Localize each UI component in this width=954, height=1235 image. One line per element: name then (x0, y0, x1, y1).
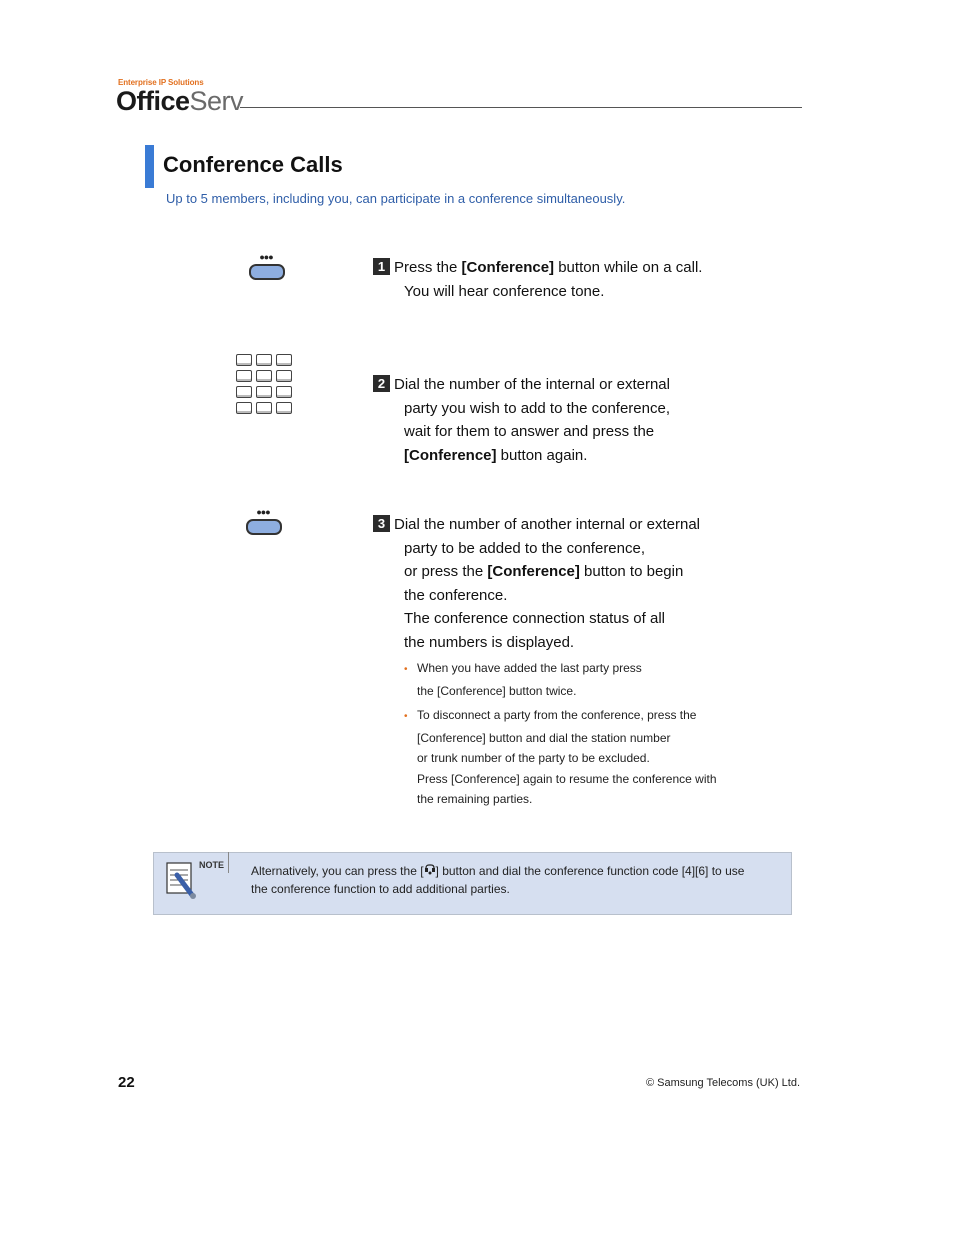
bullet-line (404, 769, 717, 790)
keypad-key (236, 402, 252, 414)
note-text-part: ] button and dial the conference function code [4][6] to use (435, 864, 745, 878)
officeserv-logo (116, 86, 243, 116)
bullet-line (404, 681, 642, 702)
bullet-text: Press [Conference] again to resume the conference with (417, 771, 717, 786)
step-number: 3 (373, 515, 390, 532)
step-2 (373, 373, 670, 467)
keypad-key (256, 370, 272, 382)
bullet-line (404, 789, 717, 810)
note-divider (228, 852, 229, 873)
step-line (373, 607, 700, 631)
step-1 (373, 256, 702, 303)
step-text: Press the (394, 259, 462, 276)
step-text-bold: [Conference] (487, 563, 580, 580)
brand-tagline: Enterprise IP Solutions (118, 78, 204, 87)
keypad-key (236, 386, 252, 398)
step-line (373, 444, 670, 468)
conference-function-icon (424, 863, 436, 875)
title-accent-bar (145, 145, 154, 188)
bullet-text: the remaining parties. (417, 792, 533, 806)
page-title: Conference Calls (163, 152, 343, 177)
copyright-text: © Samsung Telecoms (UK) Ltd. (646, 1077, 801, 1089)
step-text: Dial the number of the internal or external (394, 376, 670, 393)
bullet-item (404, 705, 717, 810)
bullet-line (404, 728, 717, 749)
keypad-key (236, 354, 252, 366)
note-line (251, 880, 788, 898)
keypad-key (276, 402, 292, 414)
step-line (373, 560, 700, 584)
step-line (373, 397, 670, 421)
step-text: The conference connection status of all (404, 610, 665, 627)
conference-dots-icon: ●●● (256, 507, 270, 517)
keypad-key (256, 386, 272, 398)
logo-office-text: Office (116, 86, 190, 116)
step-number: 1 (373, 258, 390, 275)
keypad-key (256, 402, 272, 414)
page-number: 22 (118, 1074, 135, 1091)
bullet-text: To disconnect a party from the conference, press the (417, 708, 697, 722)
keypad-key (256, 354, 272, 366)
step-line (373, 280, 702, 304)
step-line (373, 631, 700, 655)
step-text: party you wish to add to the conference, (404, 399, 670, 417)
step-line (373, 537, 700, 561)
keypad-key (276, 386, 292, 398)
note-line (251, 862, 788, 880)
page-subtitle: Up to 5 members, including you, can participate in a conference simultaneously. (166, 191, 626, 206)
bullet-dot-icon: • (404, 664, 408, 675)
dial-keypad-icon (236, 354, 294, 414)
step-line (373, 373, 670, 397)
step-text: the numbers is displayed. (404, 633, 575, 651)
bullet-line (404, 748, 717, 769)
note-text-part: Alternatively, you can press the [ (251, 864, 424, 878)
conference-button-icon (244, 508, 282, 538)
bullet-text: [Conference] button and dial the station number (417, 730, 671, 745)
bullet-text: the [Conference] button twice. (417, 683, 577, 698)
conference-key-shape (249, 264, 285, 280)
header-rule (240, 107, 802, 108)
keypad-key (276, 354, 292, 366)
bullet-line (404, 658, 642, 681)
note-label: NOTE (199, 860, 225, 870)
step-text: button again. (496, 446, 588, 464)
step-text: button while on a call. (554, 259, 703, 276)
bullet-item (404, 658, 642, 701)
note-text-part: the conference function to add additional parties. (251, 882, 510, 896)
note-text (251, 862, 788, 898)
keypad-key (276, 370, 292, 382)
step-line (373, 420, 670, 444)
step-text: the conference. (404, 586, 508, 604)
step-number: 2 (373, 375, 390, 392)
conference-button-icon (247, 253, 285, 283)
bullet-line (404, 705, 717, 728)
step-3 (373, 513, 700, 654)
step-text-bold: [Conference] (404, 446, 497, 464)
step-text: or press the (404, 563, 488, 580)
step-text: Dial the number of another internal or external (394, 516, 701, 533)
step-text: You will hear conference tone. (404, 282, 605, 300)
bullet-text: When you have added the last party press (417, 661, 642, 675)
keypad-key (236, 370, 252, 382)
step-line (373, 513, 700, 537)
step-text: button to begin (579, 563, 684, 580)
bullet-text: or trunk number of the party to be excluded. (417, 751, 650, 765)
step-text: party to be added to the conference, (404, 539, 646, 557)
note-pencil-icon (165, 861, 199, 901)
step-line (373, 256, 702, 280)
conference-dots-icon: ●●● (259, 252, 273, 262)
step-text: wait for them to answer and press the (404, 423, 655, 440)
logo-serv-text: Serv (189, 86, 244, 116)
conference-key-shape (246, 519, 282, 535)
bullet-dot-icon: • (404, 711, 408, 722)
step-line (373, 584, 700, 608)
step-text-bold: [Conference] (461, 259, 555, 276)
